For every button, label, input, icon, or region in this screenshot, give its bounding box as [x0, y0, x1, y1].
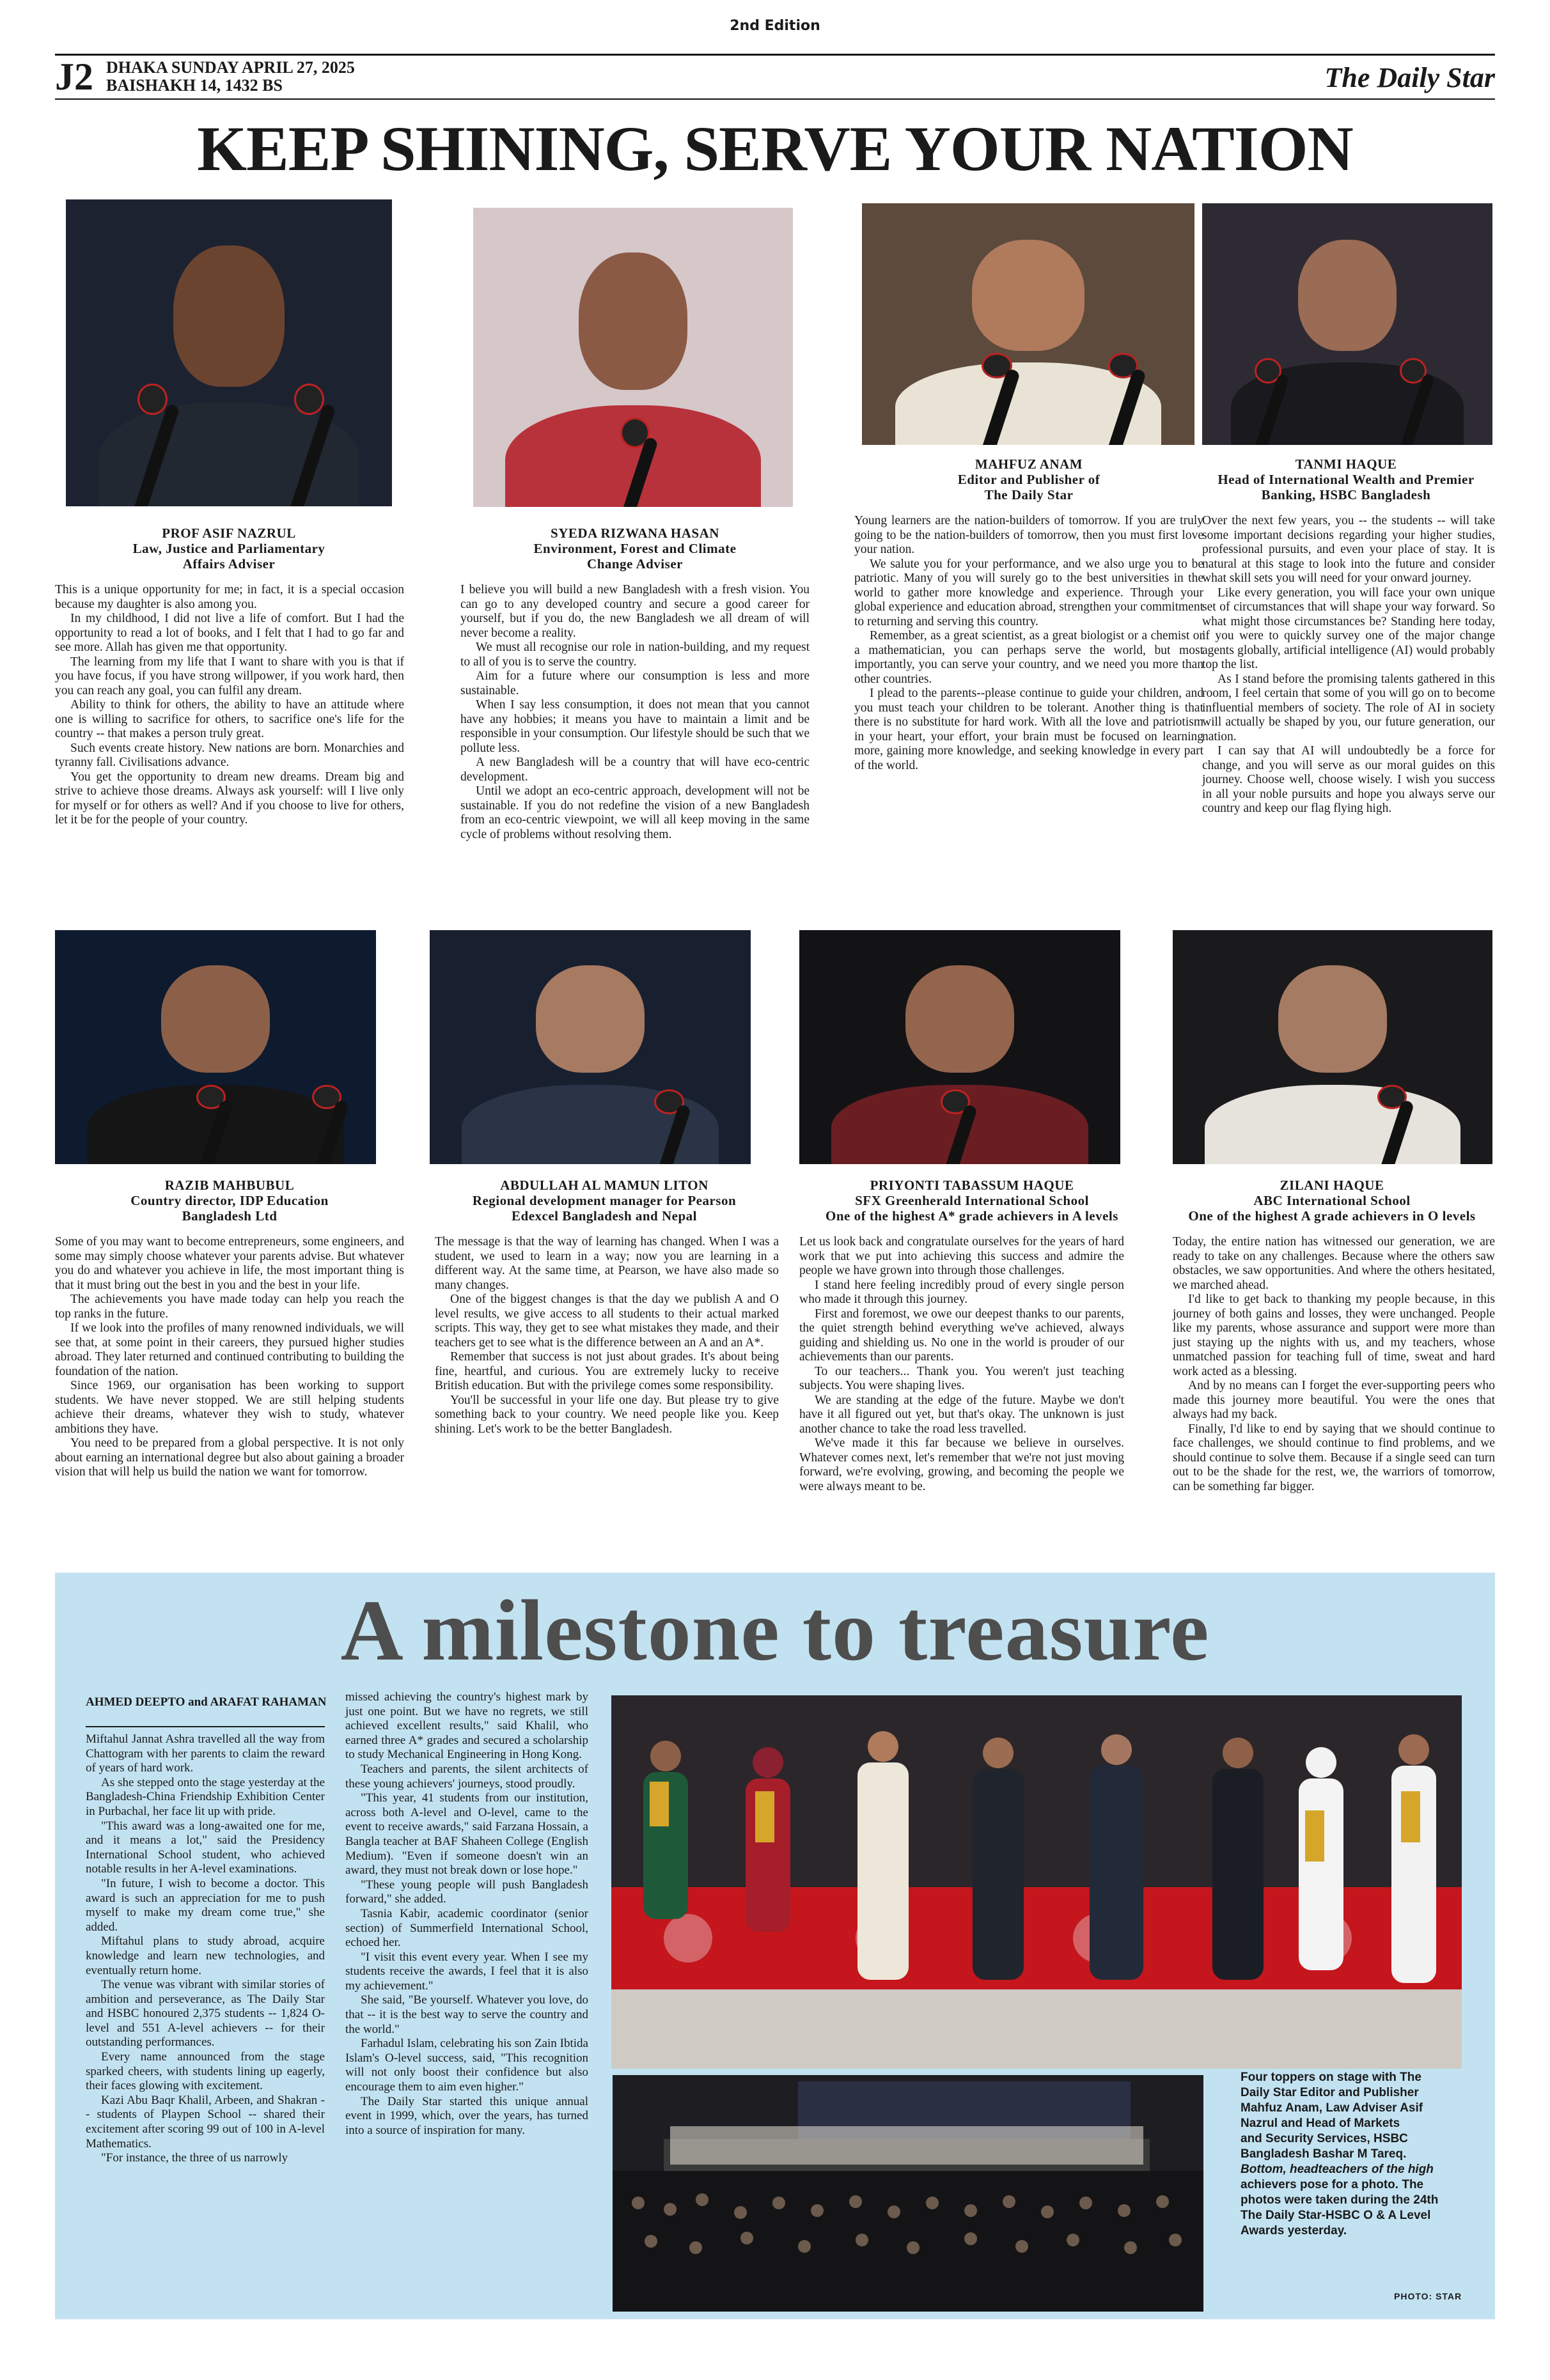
speaker-title-line: Bangladesh Ltd [182, 1208, 278, 1224]
paragraph: Teachers and parents, the silent architects of these young achievers' journeys, stood proudly. [345, 1762, 588, 1791]
paragraph: "I visit this event every year. When I see my students receive the awards, I feel that it is also my achievement." [345, 1950, 588, 1993]
edition-label: 2nd Edition [730, 18, 820, 34]
paragraph: Over the next few years, you -- the students -- will take some important decisions regarding your higher studies, professional pursuits, and even your place of stay. It is natural at this stage to look into the future and consider what skill sets you will need for your onward journey. [1202, 514, 1495, 585]
speaker-title-line: One of the highest A* grade achievers in A levels [826, 1208, 1118, 1224]
paragraph: Ability to think for others, the ability to have an attitude where one is willing to sacrifice for others, to sacrifice one's life for the country -- that makes a person truly great. [55, 698, 404, 740]
photo-credit: PHOTO: STAR [1394, 2291, 1462, 2301]
photo-asif-nazrul [66, 199, 392, 506]
paragraph: A new Bangladesh will be a country that will have eco-centric development. [460, 756, 810, 784]
paragraph: "This award was a long-awaited one for me, and it means a lot," said the Presidency International School student, who achieved notable results in her A-level examinations. [86, 1819, 325, 1876]
caption-tanmi-haque [1196, 456, 1496, 502]
photo-caption [1241, 2070, 1490, 2239]
paragraph: I can say that AI will undoubtedly be a force for change, and you will serve as our moral guides on this journey. Choose well, choose wisely. I wish you success in all your noble pursuits and hope you always serve our country and keep our flag flying high. [1202, 744, 1495, 815]
photo-abdullah-al-mamun-liton [430, 930, 751, 1164]
header-bottom-rule [55, 98, 1495, 100]
speaker-title-line: Edexcel Bangladesh and Nepal [512, 1208, 697, 1224]
paragraph: We must all recognise our role in nation-building, and my request to all of you is to serve the country. [460, 641, 810, 669]
column-rizwana-hasan [460, 583, 810, 842]
speaker-name: ABDULLAH AL MAMUN LITON [500, 1178, 708, 1193]
caption-mahfuz-anam [854, 456, 1203, 502]
paragraph: Since 1969, our organisation has been working to support students. We have never stopped. We are still helping students achieve their dreams, whatever they wish to study, whatever ambitions they have. [55, 1379, 404, 1436]
paragraph: We are standing at the edge of the future. Maybe we don't have it all figured out yet, but that's okay. The unknown is just another chance to take the road less travelled. [799, 1393, 1124, 1436]
caption-line: and Security Services, HSBC [1241, 2132, 1408, 2145]
speaker-title-line: Regional development manager for Pearson [472, 1193, 737, 1208]
paragraph: Remember that success is not just about grades. It's about being fine, heartful, and curious. You are extremely lucky to receive British education. But with the privilege comes some responsibility. [435, 1350, 779, 1392]
paragraph: Today, the entire nation has witnessed our generation, we are ready to take on any challenges. Because where the others saw obstacles, we saw opportunities. And where the others hesitated, we marched ahead. [1173, 1235, 1495, 1292]
paragraph: The message is that the way of learning has changed. When I was a student, we used to learn in a way; now you are learning in a different way. At the same time, at Pearson, we have also made so many changes. [435, 1235, 779, 1292]
caption-line: photos were taken during the 24th [1241, 2193, 1439, 2207]
paragraph: Remember, as a great scientist, as a great biologist or a chemist or a mathematician, you can perhaps serve the world, but most importantly, you can serve your country, and we need you more than other countries. [854, 629, 1203, 686]
paragraph: When I say less consumption, it does not mean that you cannot have any hobbies; it means you have to maintain a limit and be responsible in your consumption. Our lifestyle should be such that we pollute less. [460, 698, 810, 755]
paragraph: To our teachers... Thank you. You weren't just teaching subjects. You were shaping lives. [799, 1364, 1124, 1392]
photo-group-headteachers [613, 2075, 1203, 2312]
paragraph: Like every generation, you will face your own unique set of circumstances that will shape your way forward. So what might those circumstances be? Standing here today, if you were to quickly survey one of the major change agents globally, artificial intelligence (AI) would probably top the list. [1202, 586, 1495, 671]
paragraph: You need to be prepared from a global perspective. It is not only about earning an international degree but also about gaining a broader vision that will help us build the nation we want for tomorrow. [55, 1436, 404, 1479]
paragraph: I believe you will build a new Bangladesh with a fresh vision. You can go to any developed country and secure a good career for yourself, but if you do, the new Bangladesh we all dream of will never become a reality. [460, 583, 810, 640]
caption-abdullah-al-mamun-liton [430, 1178, 779, 1224]
speaker-title-line: ABC International School [1253, 1193, 1411, 1208]
photo-rizwana-hasan [473, 208, 793, 507]
paragraph: Miftahul plans to study abroad, acquire knowledge and learn new technologies, and eventually return home. [86, 1934, 325, 1977]
speaker-title-line: Affairs Adviser [182, 556, 276, 572]
paragraph: Miftahul Jannat Ashra travelled all the way from Chattogram with her parents to claim the reward of years of hard work. [86, 1732, 325, 1775]
speaker-name: SYEDA RIZWANA HASAN [551, 525, 719, 541]
caption-line: achievers pose for a photo. The [1241, 2178, 1424, 2191]
column-zilani-haque [1173, 1235, 1495, 1494]
caption-line: Awards yesterday. [1241, 2224, 1347, 2237]
paragraph: As she stepped onto the stage yesterday at the Bangladesh-China Friendship Exhibition Center in Purbachal, her face lit up with pride. [86, 1775, 325, 1818]
caption-razib-mahbubul [55, 1178, 404, 1224]
speaker-title-line: Head of International Wealth and Premier [1217, 472, 1475, 487]
masthead-logo: The Daily Star [1324, 62, 1495, 93]
paragraph: Let us look back and congratulate ourselves for the years of hard work that we put into achieving this success and admire the people we have grown into through those challenges. [799, 1235, 1124, 1277]
paragraph: Some of you may want to become entrepreneurs, some engineers, and some may simply choose whatever your parents advise. But whatever you do and whatever you achieve in life, the most important thing is that it must bring out the best in you and the best in your life. [55, 1235, 404, 1292]
caption-rizwana-hasan [460, 525, 810, 572]
header-top-rule [55, 54, 1495, 56]
paragraph: "For instance, the three of us narrowly [101, 2151, 288, 2165]
stage-photo-illustration [611, 1695, 1462, 2069]
bangla-date-text: BAISHAKH 14, 1432 BS [106, 76, 283, 95]
paragraph: The achievements you have made today can help you reach the top ranks in the future. [55, 1293, 404, 1321]
paragraph: First and foremost, we owe our deepest thanks to our parents, the quiet strength behind everything we've achieved, always guiding and shielding us. No one in the world is prouder of our achievements than our parents. [799, 1307, 1124, 1364]
paragraph: We salute you for your performance, and we also urge you to be patriotic. Many of you will surely go to the best universities in the world to gather more knowledge and experience. Through your global experience and education abroad, strengthen your commitment to returning and serving this country. [854, 557, 1203, 628]
paragraph: As I stand before the promising talents gathered in this room, I feel certain that some of you will go on to become influential members of society. The role of AI in society will actually be shaped by you, our future generation, our nation. [1202, 672, 1495, 743]
paragraph: You get the opportunity to dream new dreams. Dream big and strive to achieve those dreams. Always ask yourself: will I live only for myself or for others as well? And if you choose to live for others, let it be for the people of your country. [55, 770, 404, 827]
photo-razib-mahbubul [55, 930, 376, 1164]
paragraph: "These young people will push Bangladesh forward," she added. [345, 1878, 588, 1906]
caption-line: The Daily Star-HSBC O & A Level [1241, 2209, 1431, 2222]
photo-priyonti-tabassum-haque [799, 930, 1120, 1164]
column-priyonti-tabassum-haque [799, 1235, 1124, 1494]
feature-column-1 [86, 1732, 325, 2166]
column-tanmi-haque [1202, 514, 1495, 816]
paragraph: The Daily Star started this unique annual event in 1999, which, over the years, has turned into a source of inspiration for many. [345, 2094, 588, 2137]
caption-asif-nazrul [66, 525, 392, 572]
paragraph: Kazi Abu Baqr Khalil, Arbeen, and Shakran -- students of Playpen School -- shared their excitement after scoring 99 out of 100 in A-level Mathematics. [86, 2093, 325, 2151]
speaker-title-line: Change Adviser [587, 556, 683, 572]
speaker-title-line: Editor and Publisher of [957, 472, 1100, 487]
paragraph: "This year, 41 students from our institution, across both A-level and O-level, came to the event to receive awards," said Farzana Hossain, a Bangla teacher at BAF Shaheen College (English Medium). "Even if someone doesn't win an award, they must not break down or lose hope." [345, 1791, 588, 1878]
speaker-name: MAHFUZ ANAM [975, 456, 1083, 472]
caption-line: Bangladesh Bashar M Tareq. [1241, 2147, 1407, 2161]
paragraph: missed achieving the country's highest mark by just one point. But we have no regrets, we still achieved excellent results," said Khalil, who earned three A* grades and secured a scholarship to study Mechanical Engineering in Hong Kong. [345, 1690, 588, 1762]
speaker-title-line: SFX Greenherald International School [855, 1193, 1089, 1208]
speaker-title-line: The Daily Star [984, 487, 1074, 502]
speaker-name: PROF ASIF NAZRUL [162, 525, 296, 541]
page-headline: KEEP SHINING, SERVE YOUR NATION [197, 113, 1353, 184]
paragraph: We've made it this far because we believe in ourselves. Whatever comes next, let's remember that we're not just moving forward, we're evolving, growing, and becoming the people we were always meant to be. [799, 1436, 1124, 1493]
paragraph: Young learners are the nation-builders of tomorrow. If you are truly going to be the nation-builders of tomorrow, then you must first love your nation. [854, 514, 1203, 556]
paragraph: The learning from my life that I want to share with you is that if you have focus, if you have strong willpower, if you work hard, then you can reach any goal, you can fulfil any dream. [55, 655, 404, 697]
caption-line: Daily Star Editor and Publisher [1241, 2086, 1419, 2099]
speaker-name: RAZIB MAHBUBUL [164, 1178, 295, 1193]
paragraph: I stand here feeling incredibly proud of every single person who made it through this journey. [799, 1278, 1124, 1306]
caption-line: Mahfuz Anam, Law Adviser Asif [1241, 2101, 1423, 2115]
speaker-title-line: One of the highest A grade achievers in O levels [1188, 1208, 1476, 1224]
paragraph: I plead to the parents--please continue to guide your children, and you must teach your children to be tolerant. Another thing is that there is no substitute for hard work. With all the love and patriotism in your heart, your effort, your brain must be focused on learning more, gaining more knowledge, and seeking knowledge in every part of the world. [854, 687, 1203, 772]
paragraph: Such events create history. New nations are born. Monarchies and tyranny fall. Civilisations advance. [55, 741, 404, 769]
paragraph: Farhadul Islam, celebrating his son Zain Ibtida Islam's O-level success, said, "This recognition will not only boost their confidence but also encourage them to aim even higher." [345, 2037, 588, 2094]
paragraph: You'll be successful in your life one day. But please try to give something back to your country. We need people like you. Keep shining. Let's work to be the better Bangladesh. [435, 1393, 779, 1436]
paragraph: The venue was vibrant with similar stories of ambition and perseverance, as The Daily Star and HSBC honoured 2,375 students -- 1,824 O-level and 551 A-level achievers -- for their outstanding performances. [86, 1978, 325, 2049]
feature-title: A milestone to treasure [340, 1583, 1210, 1679]
paragraph: And by no means can I forget the ever-supporting peers who made this journey more beautiful. You were the ones that always had my back. [1173, 1379, 1495, 1421]
caption-line: Four toppers on stage with The [1241, 2071, 1421, 2084]
speaker-title-line: Banking, HSBC Bangladesh [1261, 487, 1431, 502]
paragraph: "In future, I wish to become a doctor. This award is such an appreciation for me to push myself to make my dream come true," she added. [86, 1876, 325, 1934]
photo-stage-toppers [611, 1695, 1462, 2069]
photo-tanmi-haque [1202, 203, 1492, 445]
paragraph: Tasnia Kabir, academic coordinator (senior section) of Summerfield International School, echoed her. [345, 1906, 588, 1950]
feature-byline: AHMED DEEPTO and ARAFAT RAHAMAN [86, 1695, 327, 1709]
paragraph: Aim for a future where our consumption is less and more sustainable. [460, 669, 810, 697]
speaker-title-line: Country director, IDP Education [130, 1193, 329, 1208]
paragraph: One of the biggest changes is that the day we publish A and O level results, we give access to all students to their actual marked scripts. This way, they get to see what mistakes they made, and their teachers get to see what is the difference between an A and an A*. [435, 1293, 779, 1349]
paragraph: If we look into the profiles of many renowned individuals, we will see that, at some point in their careers, they pursued higher studies abroad. They later returned and continued contributing to building the foundation of the nation. [55, 1321, 404, 1378]
paragraph: Until we adopt an eco-centric approach, development will not be sustainable. If you do not redefine the vision of a new Bangladesh from an eco-centric viewpoint, we will all keep moving in the same cycle of problems without resolving them. [460, 784, 810, 841]
column-razib-mahbubul [55, 1235, 404, 1480]
caption-priyonti-tabassum-haque [793, 1178, 1151, 1224]
paragraph: Every name announced from the stage sparked cheers, with students lining up eagerly, their faces glowing with excitement. [86, 2050, 325, 2093]
dateline [106, 59, 355, 95]
column-mahfuz-anam [854, 514, 1203, 773]
speaker-name: TANMI HAQUE [1295, 456, 1397, 472]
speaker-title-line: Environment, Forest and Climate [533, 541, 737, 556]
paragraph: This is a unique opportunity for me; in fact, it is a special occasion because my daughter is also among you. [55, 583, 404, 611]
byline-rule [86, 1726, 325, 1727]
date-text: DHAKA SUNDAY APRIL 27, 2025 [106, 58, 355, 77]
column-asif-nazrul [55, 583, 404, 828]
speaker-name: PRIYONTI TABASSUM HAQUE [870, 1178, 1074, 1193]
page-number: J2 [55, 56, 93, 98]
photo-mahfuz-anam [862, 203, 1194, 445]
caption-line: Bottom, headteachers of the high [1241, 2163, 1434, 2176]
caption-zilani-haque [1164, 1178, 1500, 1224]
group-photo-illustration [613, 2075, 1203, 2312]
paragraph: In my childhood, I did not live a life of comfort. But I had the opportunity to read a lot of books, and I felt that I had to go far and see more. Allah has given me that opportunity. [55, 612, 404, 654]
speaker-name: ZILANI HAQUE [1280, 1178, 1384, 1193]
photo-zilani-haque [1173, 930, 1492, 1164]
paragraph: Finally, I'd like to end by saying that we should continue to face challenges, we should continue to find problems, and we should continue to solve them. Because if a single seed can turn out to be the shade for the rest, we, the warriors of tomorrow, can be something far bigger. [1173, 1422, 1495, 1493]
feature-column-2 [345, 1690, 588, 2138]
caption-line: Nazrul and Head of Markets [1241, 2117, 1400, 2130]
speaker-title-line: Law, Justice and Parliamentary [132, 541, 325, 556]
paragraph: She said, "Be yourself. Whatever you love, do that -- it is the best way to serve the country and the world." [345, 1993, 588, 2036]
paragraph: I'd like to get back to thanking my people because, in this journey of both gains and losses, they were unchanged. People like my parents, whose assurance and support were more than just staying up the nights with us, and my teachers, whose unmatched passion for teaching full of time, sweat and hard work acted as a blessing. [1173, 1293, 1495, 1378]
column-abdullah-al-mamun-liton [435, 1235, 779, 1436]
